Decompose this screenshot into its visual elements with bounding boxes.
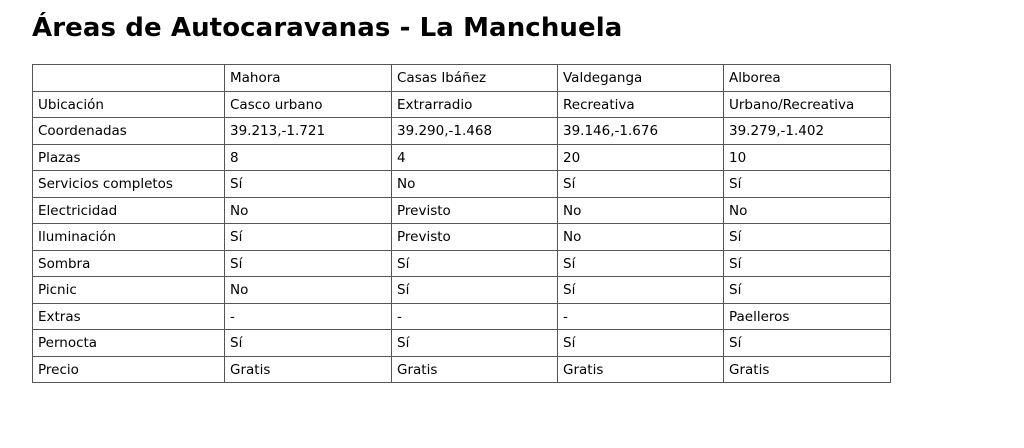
cell-alborea: No bbox=[724, 197, 891, 224]
table-row bbox=[33, 250, 891, 277]
cell-casas-ibanez: Sí bbox=[392, 330, 558, 357]
header-cell-valdeganga: Valdeganga bbox=[558, 65, 724, 92]
table-row bbox=[33, 144, 891, 171]
cell-mahora: Sí bbox=[225, 224, 392, 251]
cell-valdeganga: Sí bbox=[558, 171, 724, 198]
table-row bbox=[33, 303, 891, 330]
cell-valdeganga: Sí bbox=[558, 277, 724, 304]
table-row bbox=[33, 330, 891, 357]
row-label: Precio bbox=[33, 356, 225, 383]
row-label: Sombra bbox=[33, 250, 225, 277]
cell-casas-ibanez: No bbox=[392, 171, 558, 198]
cell-mahora: 8 bbox=[225, 144, 392, 171]
cell-alborea: 10 bbox=[724, 144, 891, 171]
cell-valdeganga: Recreativa bbox=[558, 91, 724, 118]
cell-alborea: Sí bbox=[724, 330, 891, 357]
cell-mahora: Gratis bbox=[225, 356, 392, 383]
table-header-row bbox=[33, 65, 891, 92]
table-row bbox=[33, 171, 891, 198]
table-row bbox=[33, 277, 891, 304]
cell-valdeganga: 39.146,-1.676 bbox=[558, 118, 724, 145]
row-label: Iluminación bbox=[33, 224, 225, 251]
row-label: Plazas bbox=[33, 144, 225, 171]
cell-mahora: Sí bbox=[225, 250, 392, 277]
cell-mahora: Sí bbox=[225, 171, 392, 198]
cell-alborea: Paelleros bbox=[724, 303, 891, 330]
cell-casas-ibanez: Sí bbox=[392, 250, 558, 277]
row-label: Ubicación bbox=[33, 91, 225, 118]
cell-valdeganga: - bbox=[558, 303, 724, 330]
cell-casas-ibanez: Gratis bbox=[392, 356, 558, 383]
table-row bbox=[33, 224, 891, 251]
cell-mahora: No bbox=[225, 197, 392, 224]
comparison-table bbox=[32, 64, 891, 383]
cell-alborea: 39.279,-1.402 bbox=[724, 118, 891, 145]
header-cell-casas-ibanez: Casas Ibáñez bbox=[392, 65, 558, 92]
cell-valdeganga: No bbox=[558, 197, 724, 224]
cell-casas-ibanez: Extrarradio bbox=[392, 91, 558, 118]
cell-casas-ibanez: Previsto bbox=[392, 197, 558, 224]
cell-mahora: 39.213,-1.721 bbox=[225, 118, 392, 145]
header-cell-corner bbox=[33, 65, 225, 92]
cell-casas-ibanez: - bbox=[392, 303, 558, 330]
table-row bbox=[33, 197, 891, 224]
table-row bbox=[33, 91, 891, 118]
row-label: Pernocta bbox=[33, 330, 225, 357]
cell-casas-ibanez: 39.290,-1.468 bbox=[392, 118, 558, 145]
row-label: Extras bbox=[33, 303, 225, 330]
table-row bbox=[33, 118, 891, 145]
cell-valdeganga: 20 bbox=[558, 144, 724, 171]
cell-valdeganga: Sí bbox=[558, 250, 724, 277]
cell-alborea: Sí bbox=[724, 171, 891, 198]
cell-alborea: Sí bbox=[724, 224, 891, 251]
cell-alborea: Sí bbox=[724, 277, 891, 304]
cell-valdeganga: Sí bbox=[558, 330, 724, 357]
cell-alborea: Sí bbox=[724, 250, 891, 277]
cell-mahora: Sí bbox=[225, 330, 392, 357]
cell-casas-ibanez: Sí bbox=[392, 277, 558, 304]
cell-mahora: - bbox=[225, 303, 392, 330]
row-label: Picnic bbox=[33, 277, 225, 304]
header-cell-mahora: Mahora bbox=[225, 65, 392, 92]
table-body bbox=[33, 65, 891, 383]
cell-mahora: Casco urbano bbox=[225, 91, 392, 118]
cell-alborea: Gratis bbox=[724, 356, 891, 383]
cell-valdeganga: No bbox=[558, 224, 724, 251]
cell-casas-ibanez: Previsto bbox=[392, 224, 558, 251]
cell-mahora: No bbox=[225, 277, 392, 304]
header-cell-alborea: Alborea bbox=[724, 65, 891, 92]
row-label: Electricidad bbox=[33, 197, 225, 224]
page-title: Áreas de Autocaravanas - La Manchuela bbox=[32, 13, 623, 43]
table-row bbox=[33, 356, 891, 383]
cell-valdeganga: Gratis bbox=[558, 356, 724, 383]
cell-alborea: Urbano/Recreativa bbox=[724, 91, 891, 118]
row-label: Coordenadas bbox=[33, 118, 225, 145]
cell-casas-ibanez: 4 bbox=[392, 144, 558, 171]
row-label: Servicios completos bbox=[33, 171, 225, 198]
